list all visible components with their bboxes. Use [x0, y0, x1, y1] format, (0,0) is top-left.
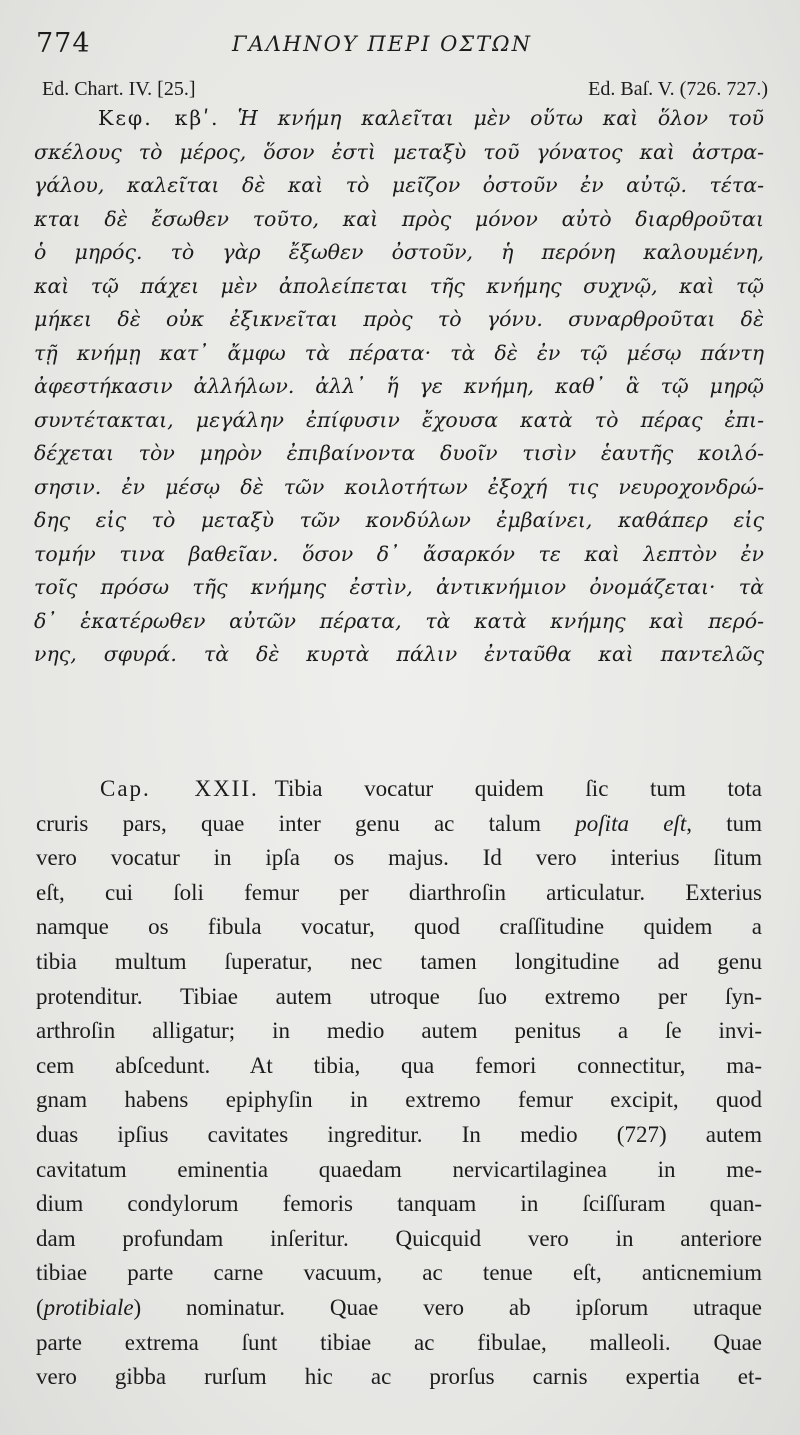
latin-line	[36, 807, 762, 842]
latin-line: dium condylorum femoris tanquam in ſciſſuram quan-	[36, 1191, 762, 1217]
greek-line-text: Ἡ κνήμη καλεῖται μὲν οὕτω καὶ ὅλον τοῦ	[237, 106, 764, 130]
latin-italic-text: protibiale	[43, 1294, 134, 1320]
greek-line: τοῖς πρόσω τῆς κνήμης ἐστὶν, ἀντικνήμιον ὀνομάζεται· τὰ	[34, 575, 764, 599]
greek-line: γάλου, καλεῖται δὲ καὶ τὸ μεῖζον ὀστοῦν ἐν αὐτῷ. τέτα-	[34, 173, 764, 197]
latin-text: , tum	[686, 810, 762, 836]
greek-line: μήκει δὲ οὐκ ἐξικνεῖται πρὸς τὸ γόνυ. συναρθροῦται δὲ	[34, 307, 764, 331]
latin-line	[36, 772, 762, 807]
greek-line: ἀφεστήκασιν ἀλλήλων. ἀλλ᾽ ἥ γε κνήμη, καθ᾽ ἃ τῷ μηρῷ	[34, 374, 764, 398]
latin-italic-text: poſita eſt	[575, 810, 687, 836]
latin-line-text: Tibia vocatur quidem ſic tum tota	[274, 776, 762, 801]
page-number: 774	[36, 28, 91, 59]
latin-line: vero gibba rurſum hic ac prorſus carnis expertia et-	[36, 1364, 762, 1390]
latin-text: ) nominatur. Quae vero ab ipſorum utraque	[133, 1294, 762, 1320]
latin-line	[36, 1291, 762, 1326]
latin-line: vero vocatur in ipſa os majus. Id vero interius ſitum	[36, 845, 762, 871]
greek-line: δ᾽ ἑκατέρωθεν αὐτῶν πέρατα, τὰ κατὰ κνήμης καὶ περό-	[34, 608, 764, 633]
latin-line: eſt, cui ſoli femur per diarthroſin articulatur. Exterius	[36, 879, 762, 905]
greek-line	[34, 102, 764, 136]
latin-text: cruris pars, quae inter genu ac talum	[36, 810, 542, 836]
edition-basel-ref: Ed. Baſ. V. (726. 727.)	[588, 78, 768, 100]
latin-text: (	[36, 1294, 44, 1320]
running-head	[36, 28, 768, 62]
greek-line: δέχεται τὸν μηρὸν ἐπιβαίνοντα δυοῖν τισὶν ἑαυτῆς κοιλό-	[34, 441, 764, 465]
latin-line: gnam habens epiphyſin in extremo femur excipit, quod	[36, 1087, 762, 1113]
greek-line: δης εἰς τὸ μεταξὺ τῶν κονδύλων ἐμβαίνει, καθάπερ εἰς	[34, 508, 764, 532]
latin-line: duas ipſius cavitates ingreditur. In medio (727) autem	[36, 1121, 762, 1147]
greek-line: σκέλους τὸ μέρος, ὅσον ἐστὶ μεταξὺ τοῦ γόνατος καὶ ἀστρα-	[34, 139, 764, 164]
latin-line: dam profundam inſeritur. Quicquid vero in anteriore	[36, 1225, 762, 1251]
greek-line: καὶ τῷ πάχει μὲν ἀπολείπεται τῆς κνήμης συχνῷ, καὶ τῷ	[34, 273, 764, 298]
latin-line: cem abſcedunt. At tibia, qua femori connectitur, ma-	[36, 1052, 762, 1078]
latin-line: parte extrema ſunt tibiae ac fibulae, malleoli. Quae	[36, 1329, 762, 1355]
latin-line: namque os fibula vocatur, quod craſſitudine quidem a	[36, 914, 762, 940]
running-title: ΓΑΛΗΝΟΥ ΠΕΡΙ ΟΣΤΩΝ	[232, 32, 532, 56]
greek-line: κται δὲ ἔσωθεν τοῦτο, καὶ πρὸς μόνον αὐτὸ διαρθροῦται	[34, 206, 764, 231]
edition-chartier-ref: Ed. Chart. IV. [25.]	[42, 78, 196, 100]
greek-line: τομήν τινα βαθεῖαν. ὅσον δ᾽ ἄσαρκόν τε καὶ λεπτὸν ἐν	[34, 541, 764, 566]
latin-line: cavitatum eminentia quaedam nervicartilaginea in me-	[36, 1156, 762, 1182]
latin-line: arthroſin alligatur; in medio autem penitus a ſe invi-	[36, 1018, 762, 1044]
greek-line: τῇ κνήμῃ κατ᾽ ἄμφω τὰ πέρατα· τὰ δὲ ἐν τῷ μέσῳ πάντη	[34, 340, 764, 365]
latin-line: tibiae parte carne vacuum, ac tenue eſt, anticnemium	[36, 1260, 762, 1286]
latin-chapter-heading: Cap. XXII.	[100, 776, 259, 801]
latin-text-block	[36, 772, 762, 1395]
greek-line: συντέτακται, μεγάλην ἐπίφυσιν ἔχουσα κατὰ τὸ πέρας ἐπι-	[34, 407, 764, 432]
greek-text-block	[34, 102, 764, 672]
edition-reference-line	[42, 78, 768, 104]
greek-line: ὁ μηρός. τὸ γὰρ ἔξωθεν ὀστοῦν, ἡ περόνη καλουμένη,	[34, 240, 764, 264]
greek-line: σησιν. ἐν μέσῳ δὲ τῶν κοιλοτήτων ἐξοχή τις νευροχονδρώ-	[34, 474, 764, 499]
latin-line: protenditur. Tibiae autem utroque ſuo extremo per ſyn-	[36, 983, 762, 1009]
greek-chapter-heading: Κεφ. κβʹ.	[98, 106, 220, 130]
greek-line: νης, σφυρά. τὰ δὲ κυρτὰ πάλιν ἐνταῦθα καὶ παντελῶς	[34, 642, 764, 666]
latin-line: tibia multum ſuperatur, nec tamen longitudine ad genu	[36, 948, 762, 974]
